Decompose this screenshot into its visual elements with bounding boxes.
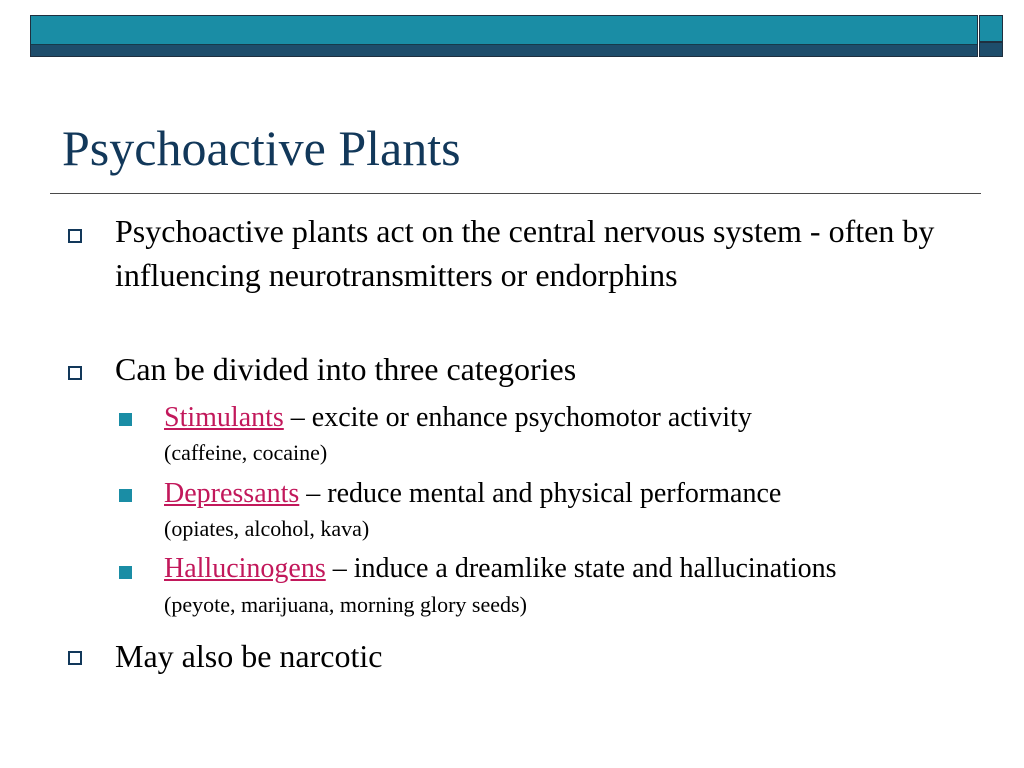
hollow-square-bullet-icon [68, 651, 82, 665]
category-examples: (caffeine, cocaine) [164, 440, 328, 465]
bullet-item: May also be narcotic [115, 638, 383, 674]
category-item-stimulants [164, 401, 944, 470]
filled-square-bullet-icon [119, 489, 132, 502]
corner-box-top [979, 15, 1003, 42]
bullet-item: Psychoactive plants act on the central nervous system - often by influencing neurotransmitters or endorphins [115, 213, 935, 293]
bullet-item: Can be divided into three categories [115, 351, 577, 387]
header-band-top [31, 16, 977, 45]
filled-square-bullet-icon [119, 566, 132, 579]
category-item-hallucinogens [164, 552, 864, 622]
category-description: – excite or enhance psychomotor activity [283, 402, 752, 433]
header-band-bottom [31, 45, 977, 56]
category-term[interactable]: Hallucinogens [164, 553, 326, 584]
category-description: – reduce mental and physical performance [299, 478, 782, 509]
category-term[interactable]: Depressants [164, 478, 300, 509]
slide-title: Psychoactive Plants [62, 120, 461, 176]
header-band [30, 15, 978, 57]
hollow-square-bullet-icon [68, 366, 82, 380]
hollow-square-bullet-icon [68, 229, 82, 243]
category-examples: (opiates, alcohol, kava) [164, 516, 370, 541]
category-description: – induce a dreamlike state and hallucinations [325, 553, 837, 584]
category-term[interactable]: Stimulants [164, 402, 284, 433]
filled-square-bullet-icon [119, 413, 132, 426]
category-examples: (peyote, marijuana, morning glory seeds) [164, 592, 527, 617]
category-item-depressants [164, 477, 944, 546]
corner-box-bottom [979, 42, 1003, 57]
title-divider [50, 193, 981, 194]
